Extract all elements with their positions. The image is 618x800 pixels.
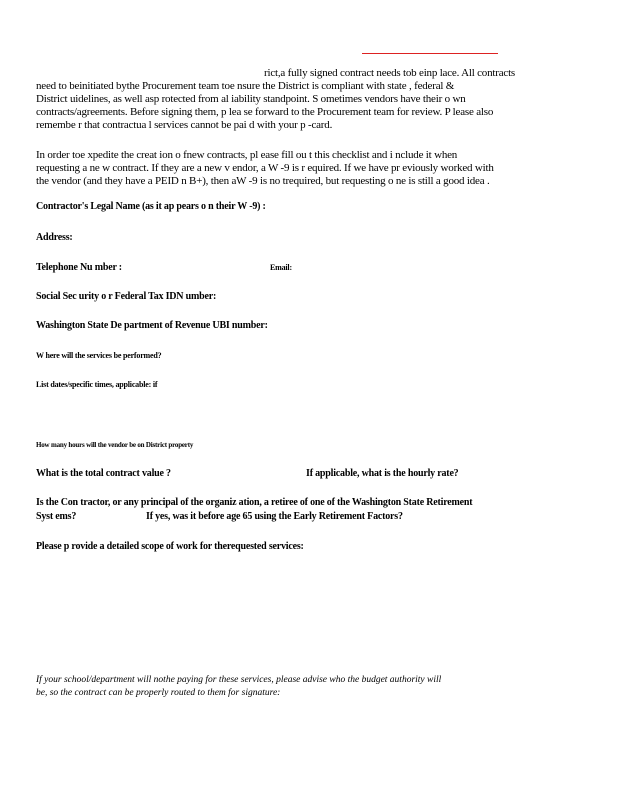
contract-value-label: What is the total contract value ? [36,468,171,479]
telephone-label: Telephone Nu mber : [36,262,122,273]
instructions-paragraph [36,149,582,188]
email-label: Email: [270,263,292,272]
budget-authority-note [36,674,584,700]
address-label: Address: [36,232,73,243]
intro-paragraph [36,67,582,132]
intro-line-3: District uidelines, as well asp rotected from al iability standpoint. S ometimes vendors have their o wn [36,93,466,105]
instructions-line-2: requesting a ne w contract. If they are a new v endor, a W -9 is r equired. If we have pr eviously worked with [36,162,494,174]
intro-line-1: rict,a fully signed contract needs tob einp lace. All contracts [264,67,516,79]
retiree-question-line-2: Syst ems? [36,511,77,522]
intro-line-2: need to beinitiated bythe Procurement team toe nsure the District is compliant with state , federal & [36,80,455,92]
hourly-rate-label: If applicable, what is the hourly rate? [306,468,459,479]
red-underline [362,53,498,54]
budget-line-2: be, so the contract can be properly routed to them for signature: [36,688,281,698]
instructions-line-1: In order toe xpedite the creat ion o fnew contracts, pl ease fill ou t this checklist and i nclude it when [36,149,458,161]
tax-id-label: Social Sec urity o r Federal Tax IDN umber: [36,291,217,302]
district-hours-label: How many hours will the vendor be on District property [36,441,194,449]
legal-name-label: Contractor's Legal Name (as it ap pears o n their W -9) : [36,201,266,212]
service-location-label: W here will the services be performed? [36,351,162,360]
service-dates-label: List dates/specific times, applicable: if [36,380,158,389]
intro-line-4: contracts/agreements. Before signing them, p lea se forward to the Procurement team for review. P lease also [36,106,494,118]
retiree-factors-question: If yes, was it before age 65 using the Early Retirement Factors? [146,511,403,522]
budget-line-1: If your school/department will nothe paying for these services, please advise who the budget authority will [36,675,442,685]
scope-of-work-label: Please p rovide a detailed scope of work for therequested services: [36,541,304,552]
instructions-line-3: the vendor (and they have a PEID n B+), then aW -9 is no trequired, but requesting o ne is still a good idea . [36,175,490,187]
retiree-question-line-1: Is the Con tractor, or any principal of the organiz ation, a retiree of one of the Washington State Retirement [36,497,473,508]
intro-line-5: remembe r that contractua l services cannot be pai d with your p -card. [36,119,333,131]
ubi-number-label: Washington State De partment of Revenue UBI number: [36,320,268,331]
